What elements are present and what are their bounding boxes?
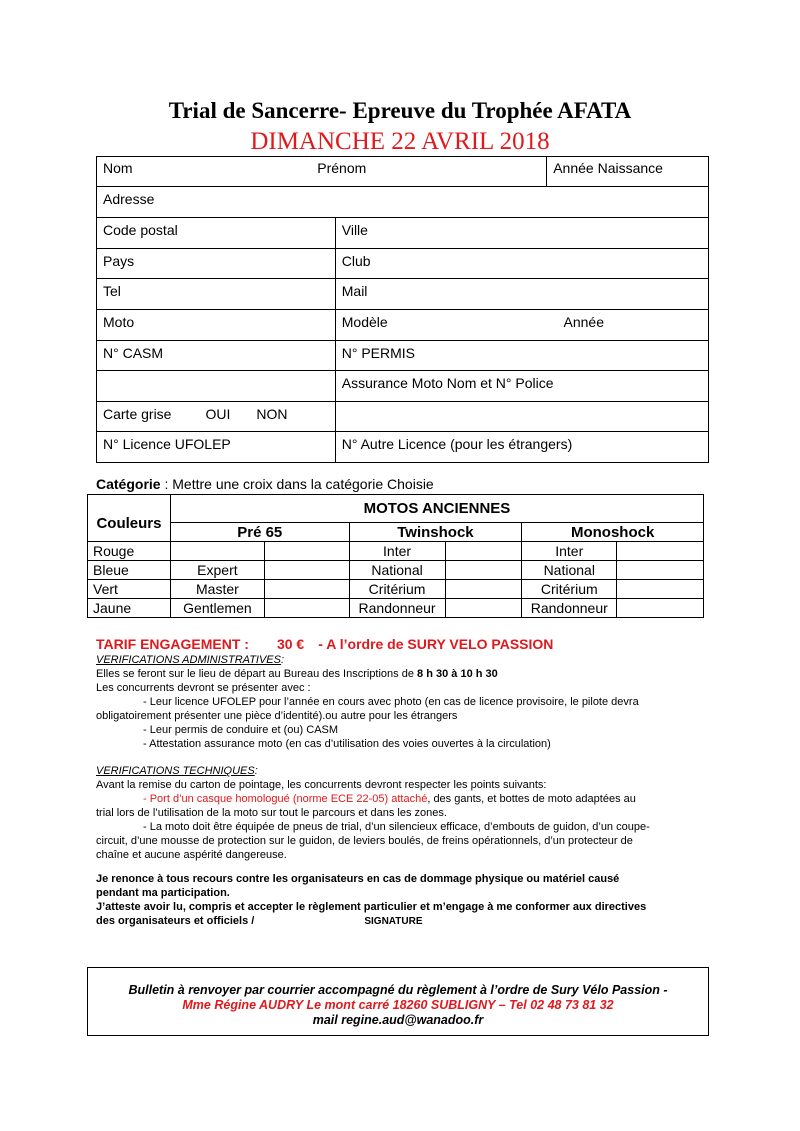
checkbox-cell[interactable] — [264, 542, 349, 561]
checkbox-cell[interactable] — [445, 542, 522, 561]
checkbox-cell[interactable] — [445, 580, 522, 599]
cat-label — [170, 542, 264, 561]
verif-tech-section: VERIFICATIONS TECHNIQUES: Avant la remise du carton de pointage, les concurrents devront respecter les points suivants: - Port d’un casque homologué (norme ECE 22-05) attaché, des gants, et bottes de moto adaptées au trial lors de l’utilisation de la moto sur tout le parcours et dans les zones. - La moto doit être équipée de pneus de trial, d’un silencieux efficace, d’embouts de guidon, d’un coupe- circuit, d’une mousse de protection sur le guidon, de leviers boulés, de freins opérationnels, d’un protecteur de chaîne et aucune aspérité dangereuse. — [96, 765, 650, 861]
category-row-rouge — [88, 542, 704, 561]
checkbox-cell[interactable] — [617, 580, 704, 599]
registration-form — [96, 156, 709, 463]
field-modele[interactable]: Modèle Année — [335, 310, 708, 341]
field-adresse[interactable]: Adresse — [97, 187, 709, 218]
field-licence-ufolep[interactable]: N° Licence UFOLEP — [97, 432, 336, 463]
checkbox-cell[interactable] — [264, 580, 349, 599]
group-monoshock: Monoshock — [522, 523, 704, 542]
category-row-bleue — [88, 561, 704, 580]
category-row-vert — [88, 580, 704, 599]
checkbox-cell[interactable] — [264, 599, 349, 618]
motos-anciennes-header: MOTOS ANCIENNES — [170, 495, 703, 523]
field-tel[interactable]: Tel — [97, 279, 336, 310]
field-carte-grise[interactable]: Carte grise OUI NON — [97, 402, 336, 432]
page-title: Trial de Sancerre- Epreuve du Trophée AFATA — [168, 98, 632, 123]
verif-admin-section: VERIFICATIONS ADMINISTRATIVES: Elles se feront sur le lieu de départ au Bureau des Inscriptions de 8 h 30 à 10 h 30 Les concurrents devront se présenter avec : - Leur licence UFOLEP pour l’année en cours avec photo (en cas de licence provisoire, le pilote devra obligatoirement présenter une pièce d’identité).ou autre pour les étrangers - Leur permis de conduire et (ou) CASM - Attestation assurance moto (en cas d’utilisation des voies ouvertes à la circulation) — [96, 654, 639, 750]
field-annee-naissance[interactable]: Année Naissance — [547, 157, 709, 187]
oui-option[interactable]: OUI — [205, 406, 231, 422]
color-label: Rouge — [88, 542, 171, 561]
color-label: Jaune — [88, 599, 171, 618]
field-ville[interactable]: Ville — [335, 218, 708, 249]
field-permis[interactable]: N° PERMIS — [335, 341, 708, 371]
footer-line1: Bulletin à renvoyer par courrier accompagné du règlement à l’ordre de Sury Vélo Passion - — [128, 983, 668, 997]
field-prenom[interactable]: Prénom — [335, 157, 546, 187]
cat-label: Inter — [522, 542, 617, 561]
footer-address: Mme Régine AUDRY Le mont carré 18260 SUBLIGNY – Tel 02 48 73 81 32 — [182, 998, 614, 1012]
engagement-section: Je renonce à tous recours contre les organisateurs en cas de dommage physique ou matériel causé pendant ma participation. J’atteste avoir lu, compris et accepter le règlement particulier et m’engage à me conformer aux directives des organisateurs et officiels / SIGNATURE — [96, 873, 647, 927]
footer-box — [87, 967, 709, 1036]
field-pays[interactable]: Pays — [97, 249, 336, 279]
field-carte-grise-value[interactable] — [335, 402, 708, 432]
cat-label: Inter — [349, 542, 445, 561]
field-nom[interactable]: Nom — [97, 157, 336, 187]
checkbox-cell[interactable] — [617, 561, 704, 580]
field-assurance[interactable]: Assurance Moto Nom et N° Police — [335, 371, 708, 402]
cat-label: National — [349, 561, 445, 580]
categorie-heading: Catégorie : Mettre une croix dans la catégorie Choisie — [96, 476, 434, 492]
field-autre-licence[interactable]: N° Autre Licence (pour les étrangers) — [335, 432, 708, 463]
checkbox-cell[interactable] — [617, 599, 704, 618]
field-club[interactable]: Club — [335, 249, 708, 279]
field-code-postal[interactable]: Code postal — [97, 218, 336, 249]
non-option[interactable]: NON — [256, 406, 288, 422]
category-table — [87, 494, 704, 618]
cat-label: Gentlemen — [170, 599, 264, 618]
checkbox-cell[interactable] — [445, 561, 522, 580]
footer-mail: mail regine.aud@wanadoo.fr — [312, 1013, 484, 1027]
tarif-line: TARIF ENGAGEMENT : 30 € - A l’ordre de SURY VELO PASSION — [96, 636, 554, 652]
signature-label: SIGNATURE — [364, 916, 423, 927]
cat-label: Master — [170, 580, 264, 599]
couleurs-header: Couleurs — [88, 495, 171, 542]
category-row-jaune — [88, 599, 704, 618]
group-pre65: Pré 65 — [170, 523, 349, 542]
cat-label: Critérium — [522, 580, 617, 599]
color-label: Bleue — [88, 561, 171, 580]
color-label: Vert — [88, 580, 171, 599]
checkbox-cell[interactable] — [445, 599, 522, 618]
annee-label: Année — [563, 314, 604, 330]
checkbox-cell[interactable] — [264, 561, 349, 580]
event-date: DIMANCHE 22 AVRIL 2018 — [250, 128, 550, 155]
cat-label: National — [522, 561, 617, 580]
field-blank[interactable] — [97, 371, 336, 402]
cat-label: Randonneur — [522, 599, 617, 618]
group-twinshock: Twinshock — [349, 523, 522, 542]
cat-label: Randonneur — [349, 599, 445, 618]
cat-label: Expert — [170, 561, 264, 580]
field-casm[interactable]: N° CASM — [97, 341, 336, 371]
field-moto[interactable]: Moto — [97, 310, 336, 341]
checkbox-cell[interactable] — [617, 542, 704, 561]
cat-label: Critérium — [349, 580, 445, 599]
field-mail[interactable]: Mail — [335, 279, 708, 310]
